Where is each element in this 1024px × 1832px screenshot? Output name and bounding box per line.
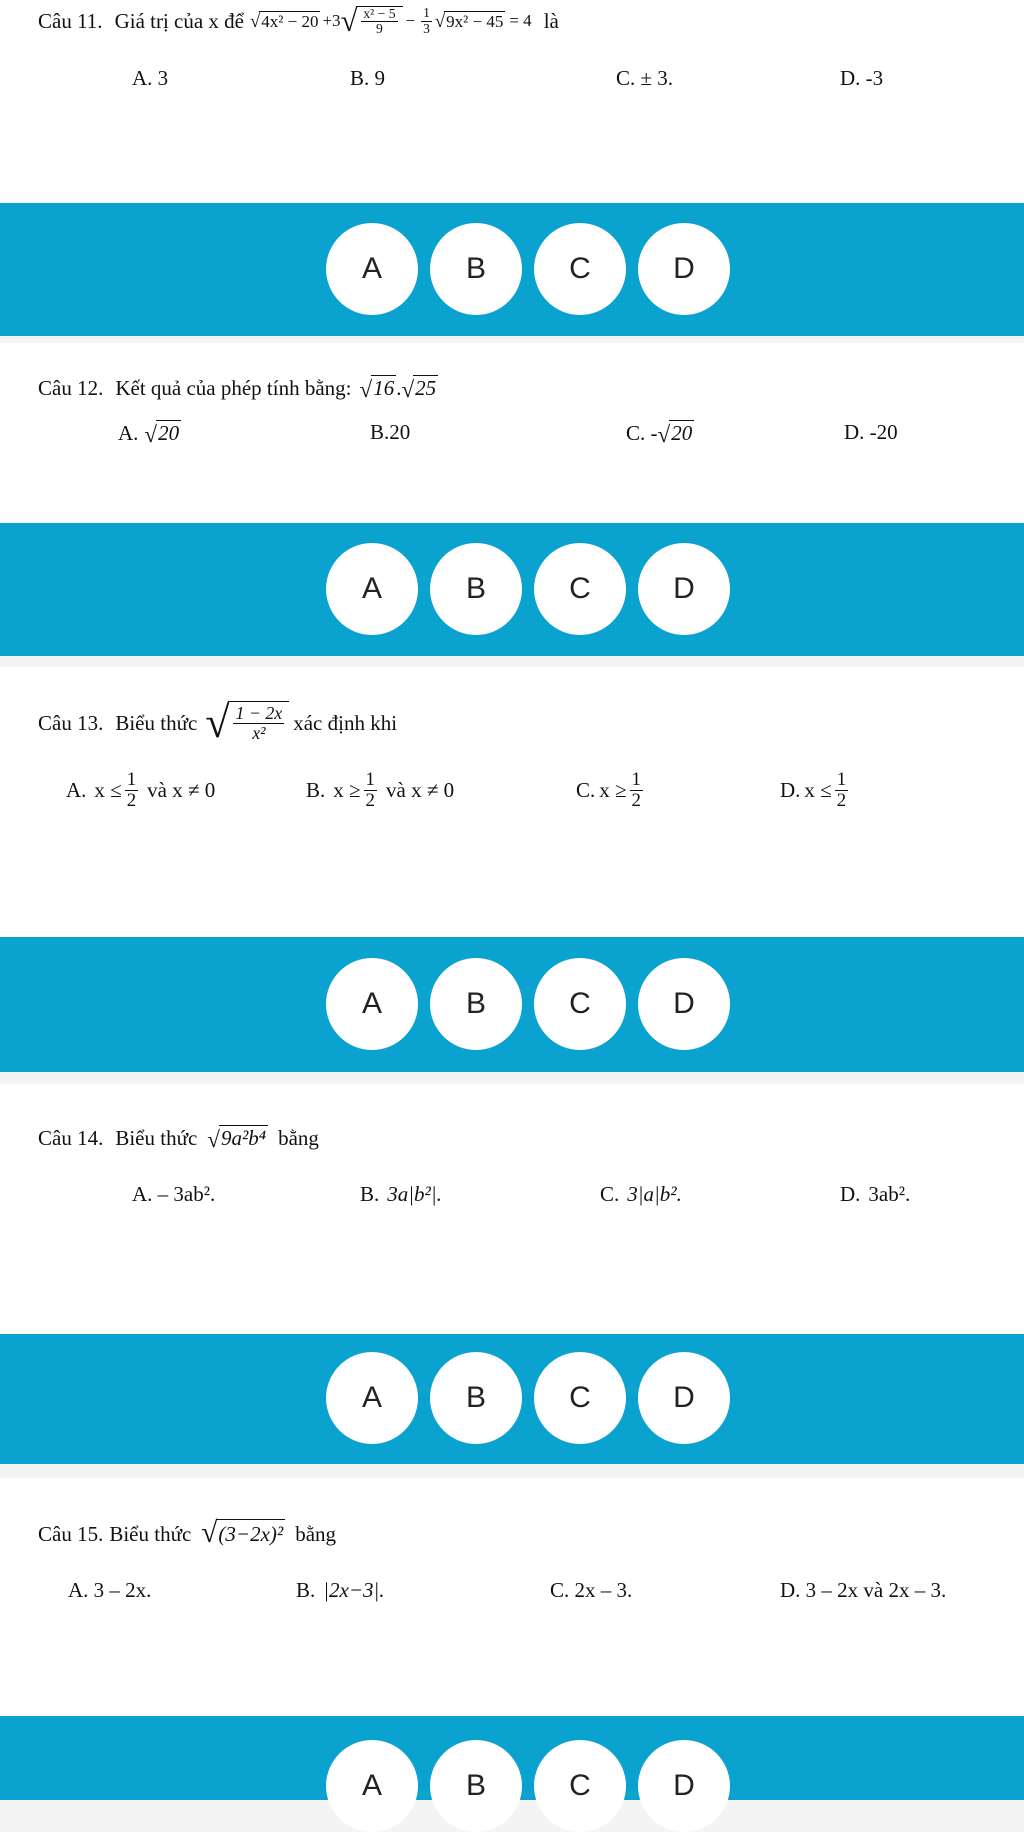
answer-d-button[interactable]: D <box>638 1352 730 1444</box>
option-label: A. <box>118 420 139 445</box>
answer-c-button[interactable]: C <box>534 1740 626 1832</box>
option-label: C. - <box>626 420 658 445</box>
expression: 3ab². <box>868 1182 911 1206</box>
expression: |2x−3|. <box>323 1578 385 1602</box>
radicand: 16 <box>373 376 395 400</box>
option-a: A. √ 20 <box>118 420 180 447</box>
fraction-denominator: 2 <box>631 789 641 811</box>
fraction-denominator: 3 <box>423 20 430 36</box>
relation: x ≥ <box>599 777 627 802</box>
answer-a-button[interactable]: A <box>326 223 418 315</box>
option-b <box>360 1182 442 1207</box>
option-b <box>306 770 454 811</box>
radicand: 20 <box>671 421 693 445</box>
option-d: D. -20 <box>844 420 898 444</box>
expression: 3a|b²|. <box>387 1182 442 1206</box>
fraction-denominator: 2 <box>836 789 847 811</box>
question-suffix: bằng <box>278 1125 319 1150</box>
option-a: A. 3 <box>132 66 169 90</box>
option-b: B.20 <box>370 420 411 444</box>
question-number: Câu 14. <box>38 1125 104 1150</box>
coefficient: +3 <box>322 11 341 30</box>
option-label: C. <box>600 1182 620 1206</box>
fraction-numerator: 1 <box>631 769 641 790</box>
option-d: D. -3 <box>840 66 884 90</box>
question-suffix: xác định khi <box>293 710 398 735</box>
question-prefix: Biểu thức <box>115 710 198 735</box>
equals: = 4 <box>509 11 532 30</box>
question-suffix: là <box>543 8 559 33</box>
fraction-numerator: x² − 5 <box>363 5 396 21</box>
fraction-denominator: 9 <box>376 21 383 36</box>
question-12-text <box>38 373 438 403</box>
equation: √ 4x² − 20 +3 √ $\frac{\text{x² − 5}}{9}$ − $\frac{1}{3}$ √ 9x² − 45 = 4 <box>250 3 532 38</box>
radicand: 4x² − 20 <box>261 11 319 31</box>
answer-a-button[interactable]: A <box>326 1740 418 1832</box>
answer-b-button[interactable]: B <box>430 1352 522 1444</box>
option-a <box>66 770 215 811</box>
answer-b-button[interactable]: B <box>430 223 522 315</box>
fraction-numerator: 1 <box>126 769 137 790</box>
option-label: B. <box>296 1578 316 1602</box>
condition: và x ≠ 0 <box>147 777 216 802</box>
answer-a-button[interactable]: A <box>326 958 418 1050</box>
equation: √ 16 . √ 25 <box>359 375 437 402</box>
answer-d-button[interactable]: D <box>638 223 730 315</box>
option-a: A. 3 – 2x. <box>68 1578 152 1602</box>
radicand: 20 <box>158 421 180 445</box>
radicand: 25 <box>415 376 437 400</box>
answer-c-button[interactable]: C <box>534 223 626 315</box>
option-label: B. <box>306 777 326 802</box>
option-d <box>840 1182 910 1207</box>
option-d: D. 3 – 2x và 2x – 3. <box>780 1578 947 1602</box>
radicand: (3−2x)² <box>216 1519 285 1548</box>
dot: . <box>396 375 402 400</box>
option-c: C. 2x – 3. <box>550 1578 633 1602</box>
option-c <box>600 1182 682 1207</box>
question-number: Câu 11. <box>38 8 103 33</box>
answer-b-button[interactable]: B <box>430 958 522 1050</box>
option-b: B. 9 <box>350 66 386 90</box>
question-prefix: Giá trị của x để <box>114 8 245 33</box>
radicand: 9a²b⁴ <box>220 1126 267 1150</box>
answer-b-button[interactable]: B <box>430 1740 522 1832</box>
option-a: A. – 3ab². <box>132 1182 216 1206</box>
option-label: D. <box>840 1182 861 1206</box>
option-label: B. <box>360 1182 380 1206</box>
question-suffix: bằng <box>295 1521 337 1546</box>
option-d <box>780 770 851 811</box>
question-prefix: Kết quả của phép tính bằng: <box>115 375 352 400</box>
option-c: C. ± 3. <box>616 66 674 90</box>
question-14-text <box>38 1120 319 1156</box>
fraction-numerator: 1 − 2x <box>235 703 283 724</box>
fraction-numerator: 1 <box>423 5 430 21</box>
option-label: D. <box>780 777 801 802</box>
answer-a-button[interactable]: A <box>326 543 418 635</box>
answer-b-button[interactable]: B <box>430 543 522 635</box>
question-number: Câu 12. <box>38 375 104 400</box>
condition: và x ≠ 0 <box>386 777 455 802</box>
option-c <box>576 770 646 811</box>
question-prefix: Biểu thức <box>115 1125 198 1150</box>
question-15-text <box>38 1514 336 1554</box>
answer-c-button[interactable]: C <box>534 958 626 1050</box>
relation: x ≤ <box>804 777 832 802</box>
question-11-text <box>38 3 559 38</box>
option-c: C. - √ 20 <box>626 420 693 447</box>
relation: x ≥ <box>333 777 361 802</box>
fraction-numerator: 1 <box>836 769 847 790</box>
answer-d-button[interactable]: D <box>638 958 730 1050</box>
answer-d-button[interactable]: D <box>638 1740 730 1832</box>
radicand: 9x² − 45 <box>446 11 504 31</box>
option-label: C. <box>576 777 596 802</box>
question-number: Câu 15. <box>38 1521 104 1546</box>
equation: √ $\frac{1 - 2x}{\text{x²}}$ <box>205 701 289 745</box>
answer-c-button[interactable]: C <box>534 543 626 635</box>
fraction-denominator: 2 <box>365 789 375 811</box>
equation: √ (3−2x)² <box>201 1517 284 1550</box>
question-prefix: Biểu thức <box>109 1521 192 1546</box>
fraction-denominator: x² <box>252 723 266 743</box>
expression: 3|a|b². <box>627 1182 682 1206</box>
fraction-numerator: 1 <box>365 769 375 790</box>
question-number: Câu 13. <box>38 710 104 735</box>
option-b <box>296 1578 385 1603</box>
answer-d-button[interactable]: D <box>638 543 730 635</box>
fraction-denominator: 2 <box>126 789 137 811</box>
answer-a-button[interactable]: A <box>326 1352 418 1444</box>
relation: x ≤ <box>94 777 122 802</box>
option-label: A. <box>66 777 87 802</box>
answer-c-button[interactable]: C <box>534 1352 626 1444</box>
question-13-text <box>38 696 397 750</box>
equation: √ 9a²b⁴ <box>207 1125 267 1152</box>
minus-sign: − <box>405 11 416 30</box>
